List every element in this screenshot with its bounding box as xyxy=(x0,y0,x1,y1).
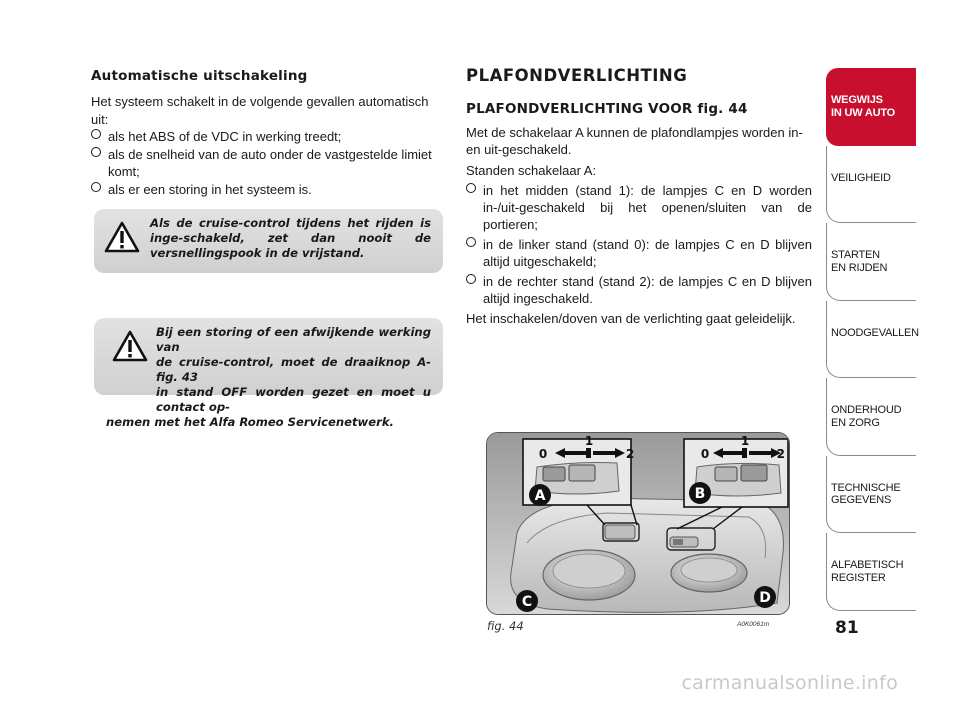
figure-label-c: C xyxy=(521,594,533,610)
ceiling-light-illustration xyxy=(487,433,790,615)
list-item: als het ABS of de VDC in werking treedt; xyxy=(91,128,443,146)
sidebar-tab-wegwijs[interactable] xyxy=(826,68,916,146)
list-item: in het midden (stand 1): de lampjes C en D worden in-/uit-geschakeld bij het openen/sluiten van de portieren; xyxy=(466,182,812,233)
sidebar-tab-label: TECHNISCHE GEGEVENS xyxy=(831,481,901,506)
page-title: PLAFONDVERLICHTING xyxy=(466,66,688,85)
list-item: in de linker stand (stand 0): de lampjes C en D blijven altijd uitgeschakeld; xyxy=(466,236,812,270)
sidebar-tab-starten[interactable] xyxy=(826,223,916,301)
warning-triangle-icon xyxy=(104,221,140,253)
sidebar-tab-veiligheid[interactable] xyxy=(826,146,916,224)
sidebar-tab-label: VEILIGHEID xyxy=(831,171,891,184)
sidebar-tab-onderhoud[interactable] xyxy=(826,378,916,456)
list-item: als de snelheid van de auto onder de vastgestelde limiet komt; xyxy=(91,146,443,181)
warning-text-line: nemen met het Alfa Romeo Servicenetwerk. xyxy=(106,415,394,429)
switch-position-0-label: 0 xyxy=(538,447,548,461)
list-item: als er een storing in het systeem is. xyxy=(91,181,443,199)
warning-text: Als de cruise-control tijdens het rijden is inge-schakeld, zet dan nooit de versnellingspook in de vrijstand. xyxy=(150,216,431,260)
figure-label-b: B xyxy=(694,486,706,502)
chapter-sidebar xyxy=(826,68,919,611)
section-title: PLAFONDVERLICHTING VOOR fig. 44 xyxy=(466,101,748,117)
auto-shutoff-intro: Het systeem schakelt in de volgende gevallen automatisch uit: xyxy=(91,94,429,127)
sidebar-tab-label: STARTEN EN RIJDEN xyxy=(831,249,888,274)
figure-code: A0K0061m xyxy=(737,621,770,628)
warning-box-cruise-fault xyxy=(94,318,443,429)
watermark: carmanualsonline.info xyxy=(681,672,898,694)
bullet-circle-icon xyxy=(466,274,476,284)
bullet-circle-icon xyxy=(91,147,101,157)
warning-triangle-icon xyxy=(112,330,148,362)
list-item: in de rechter stand (stand 2): de lampjes C en D blijven altijd ingeschakeld. xyxy=(466,273,812,307)
switch-position-2-label: 2 xyxy=(625,447,635,461)
main-column xyxy=(466,66,812,327)
bullet-circle-icon xyxy=(91,129,101,139)
sidebar-tab-alfabetisch[interactable] xyxy=(826,533,916,611)
switch-position-0-label: 0 xyxy=(700,447,710,461)
switch-position-1-label: 1 xyxy=(740,434,750,448)
bullet-circle-icon xyxy=(466,183,476,193)
paragraph: Standen schakelaar A: xyxy=(466,163,597,178)
bullet-circle-icon xyxy=(466,237,476,247)
sidebar-tab-technische[interactable] xyxy=(826,456,916,534)
figure-44-illustration xyxy=(486,432,790,615)
sidebar-tab-noodgevallen[interactable] xyxy=(826,301,919,379)
figure-label-d: D xyxy=(759,590,771,606)
warning-box-cruise-neutral xyxy=(94,209,443,273)
figure-label-a: A xyxy=(534,488,546,504)
page-number: 81 xyxy=(835,618,859,638)
paragraph: Het inschakelen/doven van de verlichting gaat geleidelijk. xyxy=(466,311,796,326)
switch-position-1-label: 1 xyxy=(584,434,594,448)
auto-shutoff-list xyxy=(91,128,443,198)
left-column xyxy=(91,68,443,198)
sidebar-tab-label: NOODGEVALLEN xyxy=(831,326,919,339)
figure-caption: fig. 44 xyxy=(487,619,524,633)
paragraph: Met de schakelaar A kunnen de plafondlampjes worden in- en uit-geschakeld. xyxy=(466,125,803,157)
sidebar-tab-label: ALFABETISCH REGISTER xyxy=(831,559,904,584)
warning-text-line: de cruise-control, moet de draaiknop A-fig. 43 xyxy=(156,355,431,384)
switch-positions-list xyxy=(466,182,812,307)
bullet-circle-icon xyxy=(91,182,101,192)
sidebar-tab-label: WEGWIJS IN UW AUTO xyxy=(831,94,895,119)
switch-position-2-label: 2 xyxy=(776,447,785,461)
warning-text-line: Bij een storing of een afwijkende werking van xyxy=(156,325,431,354)
sidebar-tab-label: ONDERHOUD EN ZORG xyxy=(831,404,902,429)
warning-text-line: in stand OFF worden gezet en moet u contact op- xyxy=(156,385,431,414)
auto-shutoff-heading: Automatische uitschakeling xyxy=(91,68,308,84)
